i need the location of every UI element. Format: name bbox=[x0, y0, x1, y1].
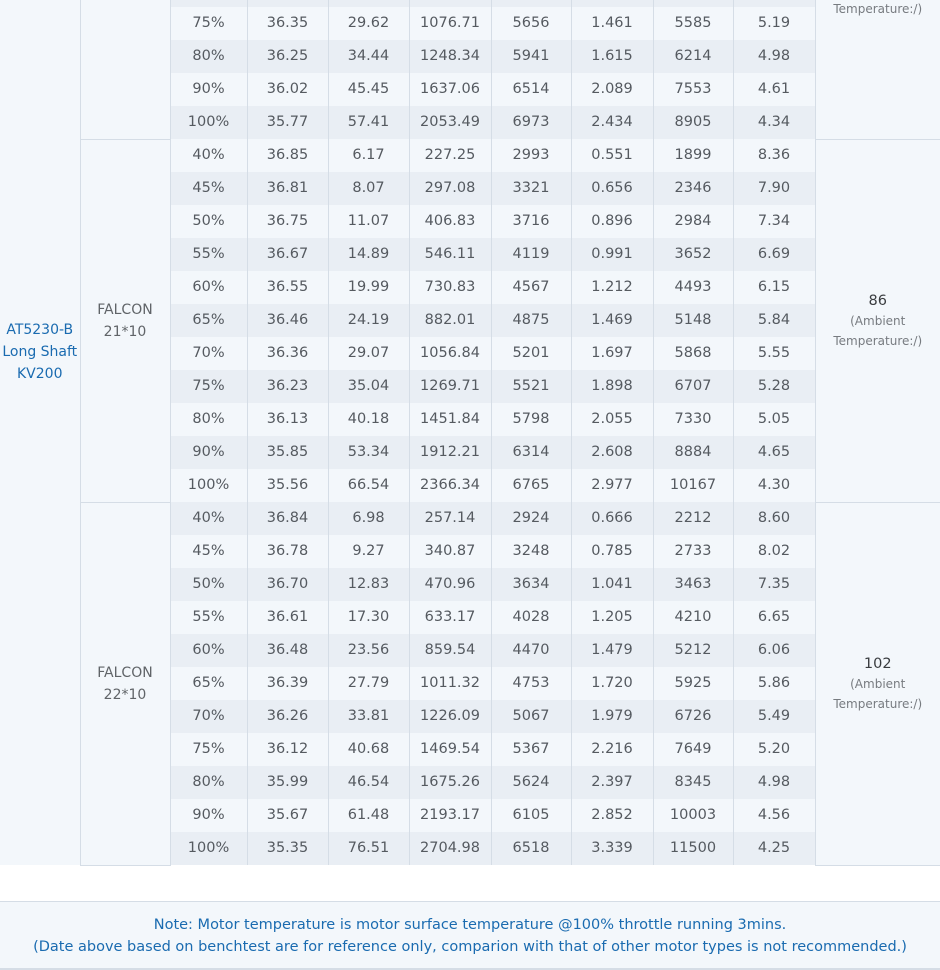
table-cell: 90% bbox=[170, 436, 247, 469]
motor-model-cell bbox=[0, 0, 80, 865]
table-cell: 80% bbox=[170, 40, 247, 73]
table-cell: 45.45 bbox=[328, 73, 409, 106]
table-cell: 859.54 bbox=[409, 634, 491, 667]
table-cell: 882.01 bbox=[409, 304, 491, 337]
propeller-line1: FALCON bbox=[81, 662, 170, 684]
table-cell: 5798 bbox=[491, 403, 571, 436]
ambient-temperature-note: (Ambient Temperature:/) bbox=[816, 674, 940, 714]
table-cell: 4.56 bbox=[733, 799, 815, 832]
table-cell: 1.979 bbox=[571, 700, 653, 733]
table-cell: 5.05 bbox=[733, 403, 815, 436]
table-cell: 1.041 bbox=[571, 568, 653, 601]
table-cell: 36.25 bbox=[247, 40, 328, 73]
table-cell: 40% bbox=[170, 139, 247, 172]
table-cell: 35.85 bbox=[247, 436, 328, 469]
table-cell bbox=[491, 0, 571, 7]
table-cell: 55% bbox=[170, 601, 247, 634]
table-cell: 257.14 bbox=[409, 502, 491, 535]
table-cell: 4.65 bbox=[733, 436, 815, 469]
table-cell: 36.48 bbox=[247, 634, 328, 667]
table-cell: 8.02 bbox=[733, 535, 815, 568]
table-cell: 8.07 bbox=[328, 172, 409, 205]
table-cell: 1.479 bbox=[571, 634, 653, 667]
table-cell: 3652 bbox=[653, 238, 733, 271]
table-cell: 1899 bbox=[653, 139, 733, 172]
table-cell: 35.99 bbox=[247, 766, 328, 799]
table-cell: 1675.26 bbox=[409, 766, 491, 799]
table-cell: 6105 bbox=[491, 799, 571, 832]
table-cell: 10003 bbox=[653, 799, 733, 832]
motor-model-line1: AT5230-B bbox=[0, 319, 80, 341]
table-cell: 14.89 bbox=[328, 238, 409, 271]
table-cell: 36.85 bbox=[247, 139, 328, 172]
table-cell: 4.98 bbox=[733, 40, 815, 73]
table-cell: 6.17 bbox=[328, 139, 409, 172]
table-cell: 29.07 bbox=[328, 337, 409, 370]
table-cell: 2053.49 bbox=[409, 106, 491, 139]
table-cell: 45% bbox=[170, 535, 247, 568]
table-cell: 1637.06 bbox=[409, 73, 491, 106]
table-row bbox=[0, 502, 940, 535]
table-cell: 35.56 bbox=[247, 469, 328, 502]
table-cell: 35.35 bbox=[247, 832, 328, 865]
table-cell: 35.67 bbox=[247, 799, 328, 832]
table-cell: 1469.54 bbox=[409, 733, 491, 766]
table-cell: 36.55 bbox=[247, 271, 328, 304]
table-cell: 24.19 bbox=[328, 304, 409, 337]
propeller-line2: 22*10 bbox=[81, 684, 170, 706]
table-cell: 2.977 bbox=[571, 469, 653, 502]
table-cell: 35.04 bbox=[328, 370, 409, 403]
table-cell: 7330 bbox=[653, 403, 733, 436]
table-cell: 3248 bbox=[491, 535, 571, 568]
table-cell: 6707 bbox=[653, 370, 733, 403]
table-cell: 40.18 bbox=[328, 403, 409, 436]
table-cell: 36.36 bbox=[247, 337, 328, 370]
propeller-cell bbox=[80, 502, 170, 865]
motor-temperature-cell bbox=[815, 0, 940, 139]
table-cell: 90% bbox=[170, 799, 247, 832]
table-cell: 2.089 bbox=[571, 73, 653, 106]
table-cell: 76.51 bbox=[328, 832, 409, 865]
table-cell: 2.434 bbox=[571, 106, 653, 139]
table-cell: 100% bbox=[170, 832, 247, 865]
table-cell: 6.98 bbox=[328, 502, 409, 535]
table-cell: 45% bbox=[170, 172, 247, 205]
table-cell: 4.25 bbox=[733, 832, 815, 865]
table-cell: 75% bbox=[170, 7, 247, 40]
table-cell: 4875 bbox=[491, 304, 571, 337]
table-cell: 60% bbox=[170, 634, 247, 667]
temperature-value: 102 bbox=[816, 654, 940, 674]
table-cell: 1451.84 bbox=[409, 403, 491, 436]
table-cell: 1912.21 bbox=[409, 436, 491, 469]
table-cell: 61.48 bbox=[328, 799, 409, 832]
table-cell: 8884 bbox=[653, 436, 733, 469]
table-cell: 1.720 bbox=[571, 667, 653, 700]
table-row bbox=[0, 0, 940, 7]
table-cell: 36.12 bbox=[247, 733, 328, 766]
footnote-line-1: Note: Motor temperature is motor surface temperature @100% throttle running 3mins. bbox=[0, 914, 940, 936]
table-cell: 5868 bbox=[653, 337, 733, 370]
table-cell: 1076.71 bbox=[409, 7, 491, 40]
table-cell: 60% bbox=[170, 271, 247, 304]
table-cell: 6.69 bbox=[733, 238, 815, 271]
table-cell: 35.77 bbox=[247, 106, 328, 139]
table-cell: 36.78 bbox=[247, 535, 328, 568]
table-cell: 12.83 bbox=[328, 568, 409, 601]
table-cell: 6.06 bbox=[733, 634, 815, 667]
table-cell bbox=[409, 0, 491, 7]
table-cell: 17.30 bbox=[328, 601, 409, 634]
table-cell: 75% bbox=[170, 733, 247, 766]
table-cell: 2984 bbox=[653, 205, 733, 238]
table-cell: 4470 bbox=[491, 634, 571, 667]
table-cell: 6765 bbox=[491, 469, 571, 502]
table-cell: 5.19 bbox=[733, 7, 815, 40]
table-cell: 0.656 bbox=[571, 172, 653, 205]
table-cell: 406.83 bbox=[409, 205, 491, 238]
table-cell: 5.84 bbox=[733, 304, 815, 337]
table-cell: 297.08 bbox=[409, 172, 491, 205]
table-cell: 40.68 bbox=[328, 733, 409, 766]
table-cell: 70% bbox=[170, 700, 247, 733]
table-cell: 1011.32 bbox=[409, 667, 491, 700]
temperature-value: 86 bbox=[816, 291, 940, 311]
table-cell: 0.551 bbox=[571, 139, 653, 172]
table-cell: 36.13 bbox=[247, 403, 328, 436]
table-cell: 5585 bbox=[653, 7, 733, 40]
table-row bbox=[0, 139, 940, 172]
table-cell: 5201 bbox=[491, 337, 571, 370]
table-cell: 7.35 bbox=[733, 568, 815, 601]
table-cell bbox=[571, 0, 653, 7]
table-cell: 1.469 bbox=[571, 304, 653, 337]
motor-temperature-cell bbox=[815, 502, 940, 865]
table-cell: 1.697 bbox=[571, 337, 653, 370]
table-cell: 3634 bbox=[491, 568, 571, 601]
table-cell: 36.35 bbox=[247, 7, 328, 40]
motor-model-line3: KV200 bbox=[0, 363, 80, 385]
table-cell: 730.83 bbox=[409, 271, 491, 304]
table-cell bbox=[653, 0, 733, 7]
table-cell: 80% bbox=[170, 403, 247, 436]
table-cell: 5925 bbox=[653, 667, 733, 700]
propeller-line1: FALCON bbox=[81, 299, 170, 321]
table-cell bbox=[247, 0, 328, 7]
table-cell: 36.02 bbox=[247, 73, 328, 106]
table-cell: 36.26 bbox=[247, 700, 328, 733]
table-cell: 8345 bbox=[653, 766, 733, 799]
table-cell: 2.397 bbox=[571, 766, 653, 799]
table-cell: 75% bbox=[170, 370, 247, 403]
propeller-cell bbox=[80, 0, 170, 139]
table-cell: 4.30 bbox=[733, 469, 815, 502]
table-cell: 3.339 bbox=[571, 832, 653, 865]
table-cell: 8905 bbox=[653, 106, 733, 139]
table-cell: 546.11 bbox=[409, 238, 491, 271]
table-cell: 5148 bbox=[653, 304, 733, 337]
table-cell: 5067 bbox=[491, 700, 571, 733]
table-cell: 70% bbox=[170, 337, 247, 370]
table-cell: 4.61 bbox=[733, 73, 815, 106]
table-cell: 2.055 bbox=[571, 403, 653, 436]
table-cell: 4753 bbox=[491, 667, 571, 700]
table-cell: 6214 bbox=[653, 40, 733, 73]
table-cell: 6.15 bbox=[733, 271, 815, 304]
table-cell: 5.55 bbox=[733, 337, 815, 370]
table-cell: 5.28 bbox=[733, 370, 815, 403]
table-cell: 6.65 bbox=[733, 601, 815, 634]
motor-model-line2: Long Shaft bbox=[0, 341, 80, 363]
table-cell: 36.70 bbox=[247, 568, 328, 601]
table-cell: 8.60 bbox=[733, 502, 815, 535]
table-cell: 50% bbox=[170, 205, 247, 238]
table-cell: 2924 bbox=[491, 502, 571, 535]
footnote-line-2: (Date above based on benchtest are for reference only, comparion with that of other motor types is not recommended.) bbox=[0, 936, 940, 958]
table-cell: 2.216 bbox=[571, 733, 653, 766]
footnote bbox=[0, 901, 940, 970]
table-cell: 2193.17 bbox=[409, 799, 491, 832]
table-cell: 65% bbox=[170, 667, 247, 700]
table-cell: 3321 bbox=[491, 172, 571, 205]
table-cell: 227.25 bbox=[409, 139, 491, 172]
table-cell bbox=[733, 0, 815, 7]
table-cell: 46.54 bbox=[328, 766, 409, 799]
table-cell: 57.41 bbox=[328, 106, 409, 139]
table-cell: 8.36 bbox=[733, 139, 815, 172]
table-cell: 10167 bbox=[653, 469, 733, 502]
table-cell: 5.49 bbox=[733, 700, 815, 733]
table-cell: 2212 bbox=[653, 502, 733, 535]
table-cell: 7.90 bbox=[733, 172, 815, 205]
table-cell: 3716 bbox=[491, 205, 571, 238]
table-cell: 5.86 bbox=[733, 667, 815, 700]
table-cell: 36.84 bbox=[247, 502, 328, 535]
table-cell: 6973 bbox=[491, 106, 571, 139]
table-cell: 0.991 bbox=[571, 238, 653, 271]
table-cell: 1056.84 bbox=[409, 337, 491, 370]
table-cell: 11.07 bbox=[328, 205, 409, 238]
table-cell: 27.79 bbox=[328, 667, 409, 700]
table-cell: 5656 bbox=[491, 7, 571, 40]
table-cell: 4028 bbox=[491, 601, 571, 634]
table-cell: 7649 bbox=[653, 733, 733, 766]
table-cell: 9.27 bbox=[328, 535, 409, 568]
table-cell: 11500 bbox=[653, 832, 733, 865]
table-cell: 633.17 bbox=[409, 601, 491, 634]
table-cell: 7553 bbox=[653, 73, 733, 106]
table-cell: 1.615 bbox=[571, 40, 653, 73]
table-cell: 0.785 bbox=[571, 535, 653, 568]
table-cell: 2993 bbox=[491, 139, 571, 172]
table-cell: 2346 bbox=[653, 172, 733, 205]
table-cell: 5.20 bbox=[733, 733, 815, 766]
table-cell: 2366.34 bbox=[409, 469, 491, 502]
table-cell: 340.87 bbox=[409, 535, 491, 568]
table-cell: 36.39 bbox=[247, 667, 328, 700]
table-cell: 23.56 bbox=[328, 634, 409, 667]
table-cell: 66.54 bbox=[328, 469, 409, 502]
table-cell: 36.61 bbox=[247, 601, 328, 634]
table-cell: 36.67 bbox=[247, 238, 328, 271]
table-cell: 4210 bbox=[653, 601, 733, 634]
motor-temperature-cell bbox=[815, 139, 940, 502]
propeller-line2: 21*10 bbox=[81, 321, 170, 343]
table-cell: 6514 bbox=[491, 73, 571, 106]
table-cell: 7.34 bbox=[733, 205, 815, 238]
table-cell: 4493 bbox=[653, 271, 733, 304]
table-cell: 0.666 bbox=[571, 502, 653, 535]
table-cell: 55% bbox=[170, 238, 247, 271]
table-cell: 40% bbox=[170, 502, 247, 535]
table-cell: 4.34 bbox=[733, 106, 815, 139]
table-cell: 5367 bbox=[491, 733, 571, 766]
table-cell: 36.75 bbox=[247, 205, 328, 238]
table-cell: 1.461 bbox=[571, 7, 653, 40]
table-cell: 1269.71 bbox=[409, 370, 491, 403]
table-cell: 2704.98 bbox=[409, 832, 491, 865]
table-cell: 6726 bbox=[653, 700, 733, 733]
table-cell: 34.44 bbox=[328, 40, 409, 73]
table-cell: 65% bbox=[170, 304, 247, 337]
table-cell: 0.896 bbox=[571, 205, 653, 238]
table-cell: 5212 bbox=[653, 634, 733, 667]
table-cell: 80% bbox=[170, 766, 247, 799]
table-cell: 19.99 bbox=[328, 271, 409, 304]
ambient-temperature-note: Temperature:/) bbox=[816, 0, 940, 19]
table-cell: 6518 bbox=[491, 832, 571, 865]
table-cell: 1226.09 bbox=[409, 700, 491, 733]
table-cell: 1.898 bbox=[571, 370, 653, 403]
table-cell: 5624 bbox=[491, 766, 571, 799]
table-cell: 4.98 bbox=[733, 766, 815, 799]
table-cell: 50% bbox=[170, 568, 247, 601]
table-cell: 53.34 bbox=[328, 436, 409, 469]
table-cell: 100% bbox=[170, 106, 247, 139]
table-cell: 3463 bbox=[653, 568, 733, 601]
table-cell bbox=[328, 0, 409, 7]
table-cell: 6314 bbox=[491, 436, 571, 469]
table-cell: 2.852 bbox=[571, 799, 653, 832]
table-cell: 33.81 bbox=[328, 700, 409, 733]
table-cell: 5521 bbox=[491, 370, 571, 403]
propeller-cell bbox=[80, 139, 170, 502]
table-cell: 1248.34 bbox=[409, 40, 491, 73]
table-cell: 2733 bbox=[653, 535, 733, 568]
table-cell: 29.62 bbox=[328, 7, 409, 40]
table-cell: 4119 bbox=[491, 238, 571, 271]
table-cell bbox=[170, 0, 247, 7]
table-cell: 2.608 bbox=[571, 436, 653, 469]
table-cell: 36.23 bbox=[247, 370, 328, 403]
table-cell: 1.205 bbox=[571, 601, 653, 634]
table-cell: 5941 bbox=[491, 40, 571, 73]
table-cell: 90% bbox=[170, 73, 247, 106]
table-cell: 470.96 bbox=[409, 568, 491, 601]
table-cell: 4567 bbox=[491, 271, 571, 304]
ambient-temperature-note: (Ambient Temperature:/) bbox=[816, 311, 940, 351]
table-cell: 36.81 bbox=[247, 172, 328, 205]
table-cell: 100% bbox=[170, 469, 247, 502]
table-cell: 1.212 bbox=[571, 271, 653, 304]
table-cell: 36.46 bbox=[247, 304, 328, 337]
